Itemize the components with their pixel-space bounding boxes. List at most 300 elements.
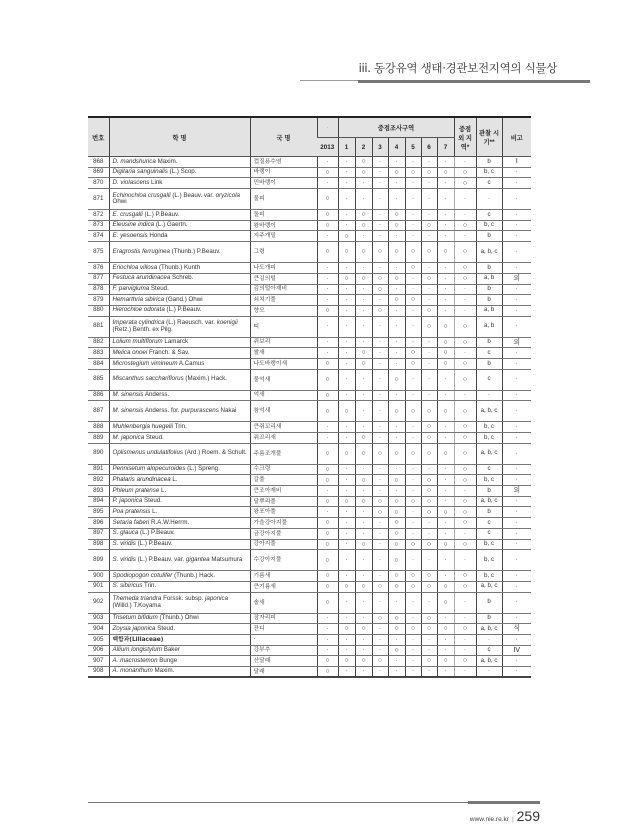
- cell-zone-2: ·: [355, 667, 372, 678]
- cell-observation-period: b, c: [476, 433, 502, 444]
- cell-observation-period: a, b, c: [476, 443, 502, 464]
- cell-zone-3: ·: [372, 390, 388, 401]
- cell-zone-5: ·: [405, 390, 421, 401]
- cell-outside-focus: ·: [454, 284, 476, 295]
- cell-2013: ·: [317, 486, 338, 497]
- scientific-name-italic: M. sinensis: [112, 407, 144, 415]
- cell-zone-6: ·: [421, 550, 437, 571]
- cell-zone-5: ·: [405, 613, 421, 624]
- cell-zone-5: ·: [405, 507, 421, 518]
- table-row: [88, 348, 531, 359]
- cell-remarks: 외: [502, 337, 531, 348]
- cell-zone-4: ·: [388, 358, 405, 369]
- row-number: 882: [88, 337, 109, 348]
- cell-zone-7: ·: [437, 369, 454, 390]
- cell-observation-period: c: [476, 348, 502, 359]
- cell-outside-focus: ○: [454, 624, 476, 635]
- cell-zone-3: ·: [372, 167, 388, 178]
- cell-remarks: 식: [502, 624, 531, 635]
- cell-observation-period: b: [476, 486, 502, 497]
- cell-outside-focus: ○: [454, 656, 476, 667]
- cell-outside-focus: ·: [454, 645, 476, 656]
- cell-2013: ·: [317, 613, 338, 624]
- table-row: [88, 337, 531, 348]
- header-zone-7: 7: [437, 138, 454, 157]
- cell-zone-6: ·: [421, 231, 437, 242]
- cell-zone-1: ·: [338, 189, 355, 210]
- korean-name: 달래: [250, 667, 317, 678]
- cell-zone-4: ○: [388, 550, 405, 571]
- scientific-name-author: Trin.: [173, 422, 187, 430]
- korean-name: 돌피: [250, 210, 317, 221]
- cell-zone-2: ·: [355, 284, 372, 295]
- cell-zone-3: ○: [372, 581, 388, 592]
- cell-outside-focus: ·: [454, 390, 476, 401]
- scientific-name: [109, 390, 250, 401]
- table-row: [88, 273, 531, 284]
- scientific-name-italic: Miscanthus sacchariflorus: [112, 375, 184, 383]
- header-zone-6: 6: [421, 138, 437, 157]
- scientific-name-italic: purpurascens: [181, 407, 219, 415]
- korean-name: 띠: [250, 316, 317, 337]
- scientific-name-italic: Zoysia japonica: [112, 624, 156, 632]
- cell-zone-5: ○: [405, 242, 421, 263]
- table-row: [88, 667, 531, 678]
- cell-2013: ·: [317, 231, 338, 242]
- cell-remarks: ·: [502, 401, 531, 422]
- table-row: [88, 571, 531, 582]
- cell-zone-3: ·: [372, 231, 388, 242]
- table-row: [88, 305, 531, 316]
- row-number: 892: [88, 475, 109, 486]
- cell-zone-1: ○: [338, 273, 355, 284]
- cell-zone-6: ○: [421, 624, 437, 635]
- cell-zone-3: ·: [372, 157, 388, 168]
- cell-zone-7: ○: [437, 337, 454, 348]
- table-row: [88, 518, 531, 529]
- cell-zone-6: ·: [421, 390, 437, 401]
- row-number: 869: [88, 167, 109, 178]
- cell-observation-period: b: [476, 295, 502, 306]
- cell-2013: ○: [317, 539, 338, 550]
- cell-zone-7: ·: [437, 518, 454, 529]
- scientific-name: [109, 220, 250, 231]
- row-number: 906: [88, 645, 109, 656]
- row-number: 896: [88, 518, 109, 529]
- cell-zone-1: ·: [338, 645, 355, 656]
- cell-observation-period: b, c: [476, 422, 502, 433]
- cell-zone-6: ·: [421, 348, 437, 359]
- cell-outside-focus: ·: [454, 157, 476, 168]
- cell-zone-3: ○: [372, 656, 388, 667]
- cell-zone-3: ·: [372, 550, 388, 571]
- scientific-name-author: (L.) Beauv. var.: [170, 191, 216, 199]
- cell-2013: ○: [317, 528, 338, 539]
- table-row: [88, 295, 531, 306]
- footer-rule-accent: [468, 801, 540, 804]
- row-number: 872: [88, 210, 109, 221]
- korean-name: 물억새: [250, 369, 317, 390]
- scientific-name: [109, 443, 250, 464]
- scientific-name-author: Bunge: [157, 656, 178, 664]
- korean-name: 수크령: [250, 464, 317, 475]
- row-number: 894: [88, 496, 109, 507]
- korean-name: 왕바랭이: [250, 220, 317, 231]
- cell-observation-period: b, c: [476, 167, 502, 178]
- cell-zone-7: ·: [437, 295, 454, 306]
- cell-zone-6: ·: [421, 645, 437, 656]
- cell-outside-focus: ○: [454, 443, 476, 464]
- scientific-name-author: (Willd.) T.Koyama: [112, 601, 161, 609]
- row-number: 877: [88, 273, 109, 284]
- scientific-name: [109, 464, 250, 475]
- scientific-name-author: Steud.: [142, 497, 162, 505]
- cell-zone-6: ·: [421, 157, 437, 168]
- cell-zone-7: ·: [437, 486, 454, 497]
- cell-outside-focus: ·: [454, 348, 476, 359]
- cell-outside-focus: ○: [454, 475, 476, 486]
- table-row: [88, 592, 531, 613]
- cell-zone-5: ·: [405, 189, 421, 210]
- row-number: 905: [88, 634, 109, 645]
- cell-observation-period: c: [476, 645, 502, 656]
- cell-zone-7: ·: [437, 613, 454, 624]
- cell-zone-7: ·: [437, 550, 454, 571]
- cell-zone-6: ○: [421, 422, 437, 433]
- cell-zone-1: ○: [338, 443, 355, 464]
- scientific-name-italic: E. yesoensis: [112, 232, 148, 240]
- cell-remarks: ·: [502, 295, 531, 306]
- scientific-name-italic: japonica: [205, 595, 229, 603]
- cell-zone-1: ·: [338, 507, 355, 518]
- cell-observation-period: a, b: [476, 316, 502, 337]
- cell-zone-7: ○: [437, 581, 454, 592]
- cell-zone-5: ○: [405, 401, 421, 422]
- cell-zone-1: ·: [338, 295, 355, 306]
- cell-zone-4: ·: [388, 667, 405, 678]
- cell-zone-1: ·: [338, 592, 355, 613]
- cell-remarks: ·: [502, 390, 531, 401]
- cell-zone-2: ○: [355, 539, 372, 550]
- scientific-name-italic: S. glauca: [112, 529, 139, 537]
- running-head: iii. 동강유역 생태·경관보전지역의 식물상: [358, 61, 557, 75]
- cell-remarks: ·: [502, 443, 531, 464]
- cell-zone-2: ○: [355, 475, 372, 486]
- header-outside-focus: 중점외 지역*: [454, 117, 476, 157]
- cell-zone-7: ·: [437, 464, 454, 475]
- cell-zone-3: ·: [372, 348, 388, 359]
- cell-zone-3: ·: [372, 624, 388, 635]
- scientific-name-italic: Setaria faberi: [112, 518, 150, 526]
- cell-remarks: ·: [502, 528, 531, 539]
- scientific-name-author: Maxim.: [152, 667, 175, 675]
- cell-zone-4: ○: [388, 220, 405, 231]
- cell-zone-1: ·: [338, 634, 355, 645]
- korean-name: 강부추: [250, 645, 317, 656]
- cell-zone-5: ·: [405, 369, 421, 390]
- scientific-name: [109, 263, 250, 274]
- korean-name: 쌀새: [250, 348, 317, 359]
- cell-outside-focus: ·: [454, 295, 476, 306]
- cell-zone-6: ○: [421, 273, 437, 284]
- cell-zone-4: ·: [388, 231, 405, 242]
- korean-name: 쥐꼬리새: [250, 433, 317, 444]
- korean-name: 주름조개풀: [250, 443, 317, 464]
- cell-zone-4: ○: [388, 295, 405, 306]
- cell-zone-3: ·: [372, 369, 388, 390]
- table-row: [88, 358, 531, 369]
- korean-name: 산달래: [250, 656, 317, 667]
- cell-zone-2: ·: [355, 189, 372, 210]
- cell-observation-period: a, b, c: [476, 401, 502, 422]
- cell-zone-6: ·: [421, 518, 437, 529]
- cell-zone-3: ·: [372, 422, 388, 433]
- scientific-name: [109, 581, 250, 592]
- cell-zone-1: ○: [338, 624, 355, 635]
- cell-zone-7: ○: [437, 401, 454, 422]
- cell-2013: ·: [317, 273, 338, 284]
- cell-observation-period: c: [476, 178, 502, 189]
- cell-zone-7: ·: [437, 263, 454, 274]
- scientific-name-author: R.A.W.Herrm.: [149, 518, 190, 526]
- cell-2013: ○: [317, 592, 338, 613]
- cell-zone-5: ○: [405, 624, 421, 635]
- cell-2013: ·: [317, 348, 338, 359]
- scientific-name: [109, 518, 250, 529]
- cell-outside-focus: ○: [454, 167, 476, 178]
- cell-zone-5: ·: [405, 486, 421, 497]
- cell-observation-period: b, c: [476, 475, 502, 486]
- cell-zone-1: ○: [338, 656, 355, 667]
- cell-outside-focus: ○: [454, 507, 476, 518]
- row-number: 898: [88, 539, 109, 550]
- cell-zone-3: ·: [372, 486, 388, 497]
- scientific-name-author: (Thunb.) P.Beauv.: [169, 247, 221, 255]
- scientific-name: [109, 656, 250, 667]
- footer-separator: |: [511, 816, 514, 823]
- cell-outside-focus: ·: [454, 634, 476, 645]
- cell-2013: ○: [317, 390, 338, 401]
- korean-name: 수강아지풀: [250, 550, 317, 571]
- korean-name: 큰기름새: [250, 581, 317, 592]
- cell-2013: ·: [317, 263, 338, 274]
- header-rule-accent: [358, 80, 590, 83]
- cell-zone-6: ○: [421, 305, 437, 316]
- cell-zone-2: ○: [355, 167, 372, 178]
- footer-website: www.nie.re.kr: [469, 816, 509, 823]
- cell-zone-1: ·: [338, 284, 355, 295]
- scientific-name-author: Forssk. subsp.: [161, 595, 206, 603]
- cell-2013: ○: [317, 305, 338, 316]
- scientific-name: [109, 486, 250, 497]
- row-number: 907: [88, 656, 109, 667]
- scientific-name: [109, 571, 250, 582]
- cell-zone-3: ·: [372, 178, 388, 189]
- scientific-name: [109, 433, 250, 444]
- cell-observation-period: b, c: [476, 539, 502, 550]
- cell-2013: ·: [317, 337, 338, 348]
- cell-observation-period: b: [476, 507, 502, 518]
- scientific-name-italic: Echinochloa crusgalli: [112, 191, 171, 199]
- cell-zone-6: ·: [421, 284, 437, 295]
- cell-zone-1: ○: [338, 496, 355, 507]
- cell-2013: ○: [317, 242, 338, 263]
- cell-zone-4: ○: [388, 528, 405, 539]
- cell-zone-2: ○: [355, 433, 372, 444]
- korean-name: 솔새: [250, 592, 317, 613]
- cell-zone-7: ·: [437, 571, 454, 582]
- row-number: 874: [88, 231, 109, 242]
- scientific-name-italic: Eriochloa villosa: [112, 263, 158, 271]
- cell-zone-4: ·: [388, 337, 405, 348]
- cell-2013: ·: [317, 645, 338, 656]
- cell-zone-5: ○: [405, 167, 421, 178]
- cell-2013: ○: [317, 167, 338, 178]
- scientific-name-italic: Spodiopogon cotulifer: [112, 571, 173, 579]
- cell-zone-7: ·: [437, 390, 454, 401]
- scientific-name-italic: D. violascens: [112, 178, 150, 186]
- cell-remarks: ·: [502, 634, 531, 645]
- cell-outside-focus: ○: [454, 316, 476, 337]
- table-row: [88, 231, 531, 242]
- korean-name: ·: [250, 634, 317, 645]
- scientific-name: [109, 401, 250, 422]
- cell-2013: ○: [317, 401, 338, 422]
- cell-zone-3: ○: [372, 273, 388, 284]
- cell-2013: ○: [317, 571, 338, 582]
- cell-remarks: ·: [502, 220, 531, 231]
- cell-zone-6: ·: [421, 667, 437, 678]
- cell-zone-1: ·: [338, 539, 355, 550]
- cell-outside-focus: ○: [454, 496, 476, 507]
- cell-remarks: ·: [502, 539, 531, 550]
- cell-remarks: ·: [502, 167, 531, 178]
- header-zone-2: 2: [355, 138, 372, 157]
- table-row: [88, 613, 531, 624]
- table-row: [88, 284, 531, 295]
- cell-zone-5: ·: [405, 231, 421, 242]
- cell-zone-7: ·: [437, 220, 454, 231]
- scientific-name-author: Nakai: [218, 407, 237, 415]
- scientific-name: [109, 496, 250, 507]
- cell-observation-period: a, b, c: [476, 624, 502, 635]
- header-zone-3: 3: [372, 138, 388, 157]
- cell-zone-4: ·: [388, 422, 405, 433]
- cell-observation-period: b: [476, 284, 502, 295]
- cell-outside-focus: ○: [454, 263, 476, 274]
- scientific-name-author: (L.) P.Beauv.: [135, 540, 173, 548]
- scientific-name-author: Honda: [147, 232, 168, 240]
- family-row: [88, 634, 531, 645]
- scientific-name-italic: Lolium multiflorum: [112, 338, 163, 346]
- row-number: 879: [88, 295, 109, 306]
- cell-observation-period: c: [476, 528, 502, 539]
- table-row: [88, 189, 531, 210]
- cell-observation-period: c: [476, 369, 502, 390]
- cell-zone-2: ○: [355, 656, 372, 667]
- row-number: 908: [88, 667, 109, 678]
- scientific-name-italic: E. crusgalli: [112, 210, 143, 218]
- cell-zone-4: ·: [388, 284, 405, 295]
- cell-zone-2: ·: [355, 550, 372, 571]
- cell-remarks: ·: [502, 284, 531, 295]
- cell-zone-4: ·: [388, 390, 405, 401]
- cell-zone-5: ·: [405, 316, 421, 337]
- table-row: [88, 178, 531, 189]
- row-number: 891: [88, 464, 109, 475]
- cell-zone-7: ○: [437, 507, 454, 518]
- cell-remarks: ·: [502, 263, 531, 274]
- page-number: 259: [516, 808, 540, 824]
- scientific-name: [109, 667, 250, 678]
- cell-outside-focus: ·: [454, 486, 476, 497]
- table-body: [88, 157, 531, 678]
- cell-2013: ○: [317, 443, 338, 464]
- cell-zone-4: ○: [388, 401, 405, 422]
- cell-zone-6: ○: [421, 656, 437, 667]
- cell-zone-3: ·: [372, 316, 388, 337]
- cell-2013: ·: [317, 284, 338, 295]
- cell-zone-1: ·: [338, 178, 355, 189]
- cell-remarks: 외: [502, 273, 531, 284]
- cell-remarks: ·: [502, 316, 531, 337]
- cell-zone-5: ○: [405, 358, 421, 369]
- scientific-name: [109, 348, 250, 359]
- cell-zone-3: ·: [372, 475, 388, 486]
- cell-zone-7: ○: [437, 656, 454, 667]
- cell-zone-7: ·: [437, 528, 454, 539]
- cell-zone-3: ·: [372, 210, 388, 221]
- cell-zone-5: ·: [405, 220, 421, 231]
- cell-zone-5: ○: [405, 295, 421, 306]
- header-year-2013: 2013: [317, 138, 338, 157]
- cell-zone-4: ·: [388, 634, 405, 645]
- cell-zone-1: ·: [338, 571, 355, 582]
- scientific-name-italic: D. mandshurica: [112, 157, 156, 165]
- scientific-name-author: (Maxim.) Hack.: [183, 375, 227, 383]
- cell-zone-5: ·: [405, 528, 421, 539]
- scientific-name-italic: Phalaris arundinacea: [112, 475, 171, 483]
- cell-zone-2: ·: [355, 390, 372, 401]
- cell-zone-2: ·: [355, 645, 372, 656]
- row-number: 897: [88, 528, 109, 539]
- cell-zone-4: ·: [388, 305, 405, 316]
- scientific-name-italic: Eleusine indica: [112, 221, 155, 229]
- korean-name: 나도바랭이새: [250, 358, 317, 369]
- cell-zone-5: ·: [405, 284, 421, 295]
- scientific-name-author: (L.) Scop.: [167, 168, 197, 176]
- cell-zone-6: ○: [421, 433, 437, 444]
- cell-zone-4: ○: [388, 571, 405, 582]
- cell-zone-3: ·: [372, 645, 388, 656]
- cell-zone-7: ·: [437, 475, 454, 486]
- cell-zone-1: ·: [338, 475, 355, 486]
- row-number: 904: [88, 624, 109, 635]
- cell-zone-3: ·: [372, 464, 388, 475]
- table-row: [88, 401, 531, 422]
- cell-2013: ·: [317, 634, 338, 645]
- cell-zone-3: ·: [372, 220, 388, 231]
- cell-zone-6: ·: [421, 295, 437, 306]
- cell-remarks: ·: [502, 189, 531, 210]
- scientific-name-italic: Imperata cylindrica: [112, 319, 165, 327]
- cell-zone-3: ·: [372, 189, 388, 210]
- cell-2013: ○: [317, 358, 338, 369]
- cell-zone-6: ○: [421, 401, 437, 422]
- cell-2013: ·: [317, 157, 338, 168]
- table-row: [88, 464, 531, 475]
- cell-remarks: ·: [502, 550, 531, 571]
